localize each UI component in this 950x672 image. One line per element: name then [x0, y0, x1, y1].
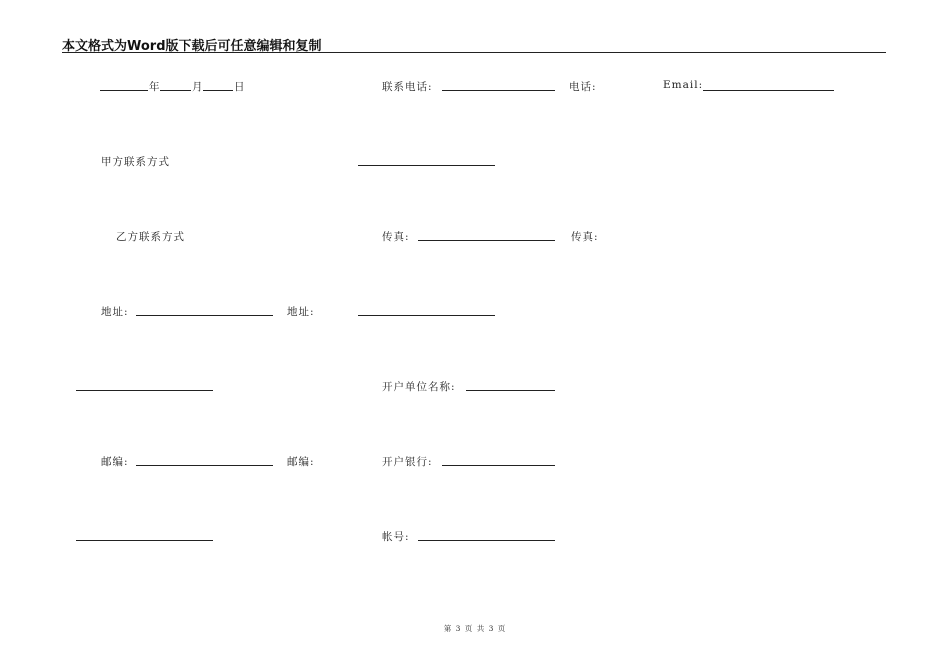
page-footer: 第 3 页 共 3 页 [443, 624, 507, 633]
account-number-label: 帐号: [382, 531, 410, 543]
postcode-label-2: 邮编: [287, 456, 315, 468]
contact-phone-label: 联系电话: [382, 81, 433, 93]
address-label-1: 地址: [101, 306, 129, 318]
bank-label: 开户银行: [382, 456, 433, 468]
header-rule [62, 52, 886, 53]
month-blank [160, 90, 191, 91]
date-day-label: 日 [234, 81, 246, 93]
fax-label-2: 传真: [571, 231, 599, 243]
address-blank-1 [136, 315, 273, 316]
year-blank [100, 90, 148, 91]
postcode-continued-blank [76, 540, 213, 541]
postcode-label-1: 邮编: [101, 456, 129, 468]
day-blank [203, 90, 233, 91]
address-label-2: 地址: [287, 306, 315, 318]
account-name-blank [466, 390, 555, 391]
contact-phone-blank [442, 90, 555, 91]
address-blank-2 [358, 315, 495, 316]
account-name-label: 开户单位名称: [382, 381, 456, 393]
email-label: Email: [663, 79, 704, 91]
party-a-blank [358, 165, 495, 166]
party-a-contact-heading: 甲方联系方式 [101, 156, 170, 168]
date-year-label: 年 [149, 81, 161, 93]
email-blank [703, 90, 834, 91]
account-number-blank [418, 540, 555, 541]
fax-blank [418, 240, 555, 241]
postcode-blank-1 [136, 465, 273, 466]
phone-label: 电话: [569, 81, 597, 93]
bank-blank [442, 465, 555, 466]
document-header: 本文格式为Word版下载后可任意编辑和复制 [62, 39, 322, 54]
fax-label-1: 传真: [382, 231, 410, 243]
date-month-label: 月 [192, 81, 204, 93]
address-continued-blank [76, 390, 213, 391]
party-b-contact-heading: 乙方联系方式 [116, 231, 185, 243]
